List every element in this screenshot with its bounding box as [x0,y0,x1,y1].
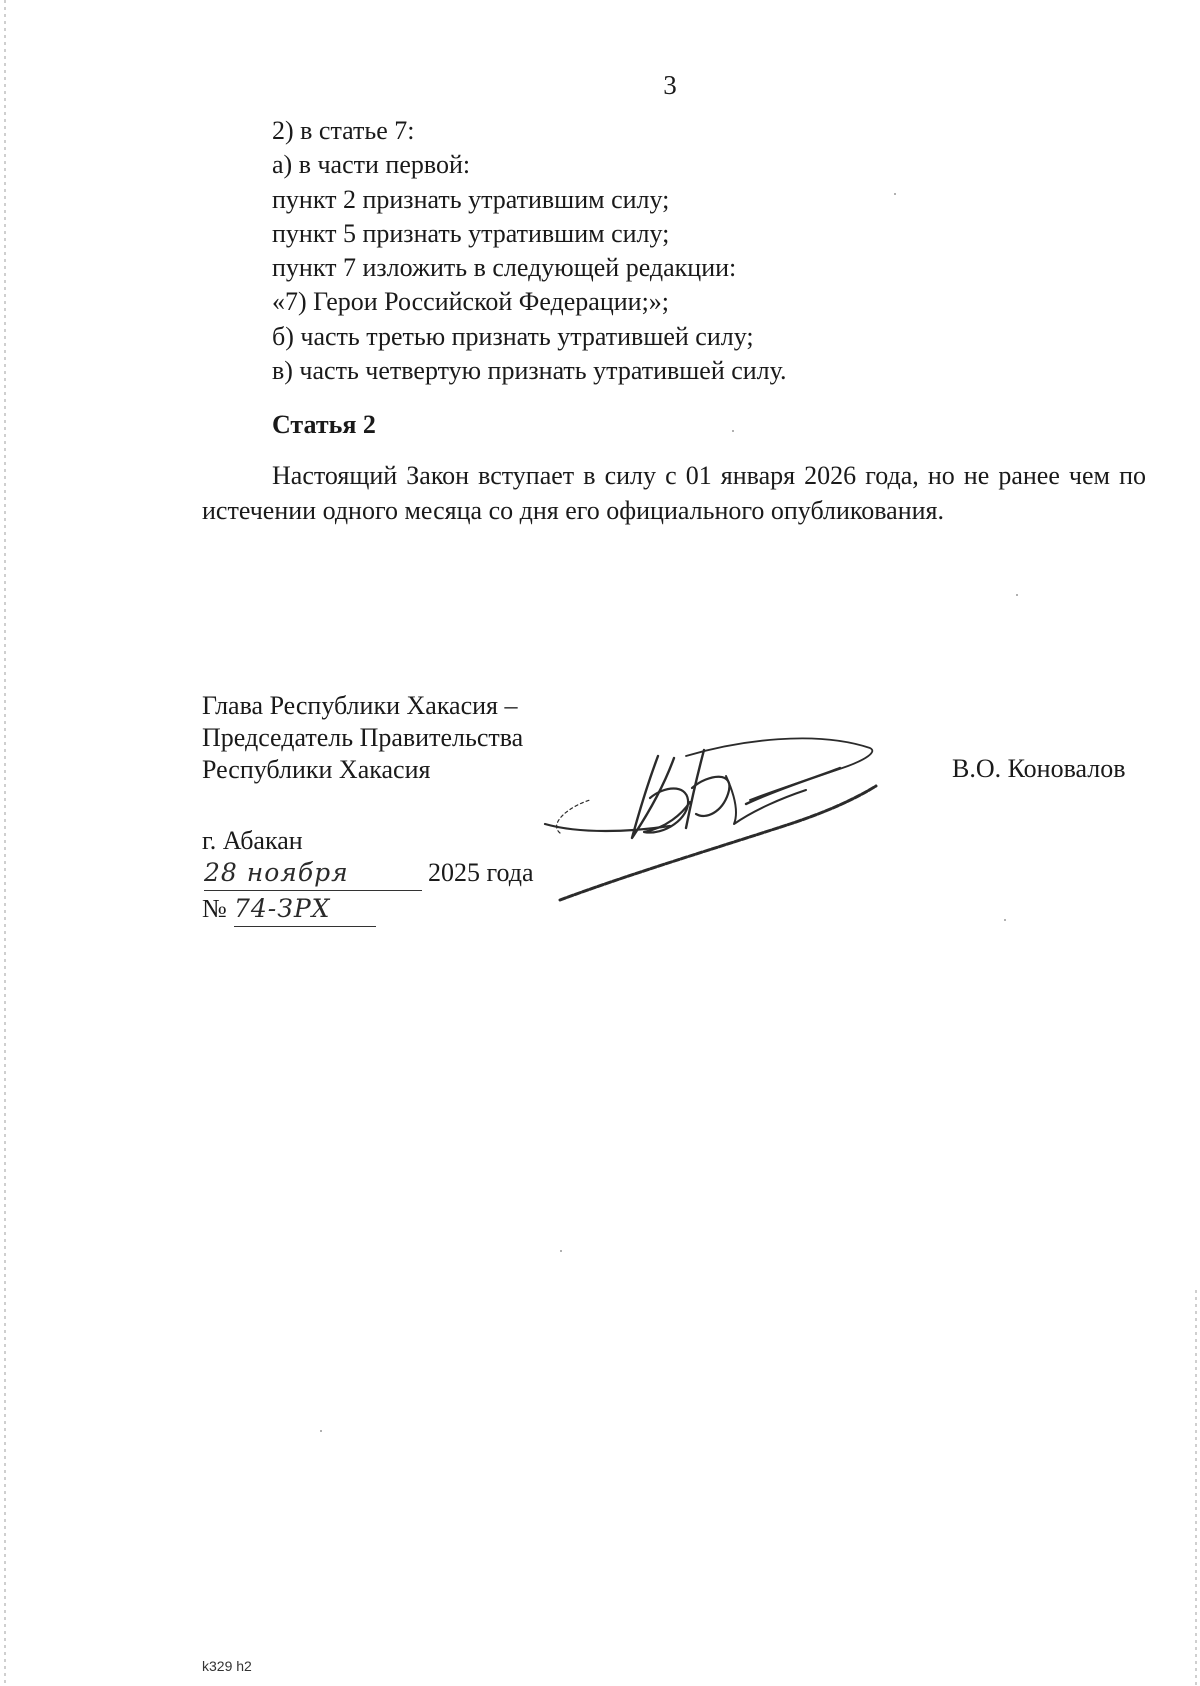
scan-speck [320,1430,322,1432]
scan-speck [732,430,734,432]
signing-date [202,858,562,898]
amendment-item: 2) в статье 7: [272,116,415,145]
date-year: 2025 года [428,858,534,887]
scan-speck [560,1250,562,1252]
amendment-item: а) в части первой: [272,150,471,180]
amendment-item: пункт 7 изложить в следующей редакции: [272,253,737,283]
article-heading: Статья 2 [272,410,376,439]
signatory-title-line: Председатель Правительства [202,723,524,752]
signatory-title-line: Глава Республики Хакасия – [202,691,518,720]
handwritten-date: 28 ноября [204,858,422,891]
scan-speck [1004,919,1006,921]
amendments-list [272,114,787,388]
page-number: 3 [663,70,677,100]
signatory-title [202,690,523,786]
amendment-item: в) часть четвертую признать утратившей силу. [272,356,787,386]
scan-edge-left [4,0,6,1686]
article-body: Настоящий Закон вступает в силу с 01 января 2026 года, но не ранее чем по истечении одного месяца со дня его официального опубликования. [202,461,1146,525]
amendment-item: пункт 5 признать утратившим силу; [272,218,670,248]
scan-speck [894,193,896,195]
amendment-item: «7) Герои Российской Федерации;»; [272,287,670,317]
law-number [202,894,402,934]
place-of-signing: г. Абакан [202,826,303,855]
document-code: k329 h2 [202,1658,252,1674]
signatory-name: В.О. Коновалов [952,754,1126,783]
signatory-title-line: Республики Хакасия [202,755,431,784]
amendment-item: б) часть третью признать утратившей силу; [272,321,754,351]
amendment-item: пункт 2 признать утратившим силу; [272,184,670,214]
scan-edge-right [1195,1290,1197,1686]
handwritten-signature [540,728,910,903]
handwritten-law-number: 74-ЗРХ [234,894,376,927]
scan-speck [1016,594,1018,596]
number-sign: № [202,894,227,923]
